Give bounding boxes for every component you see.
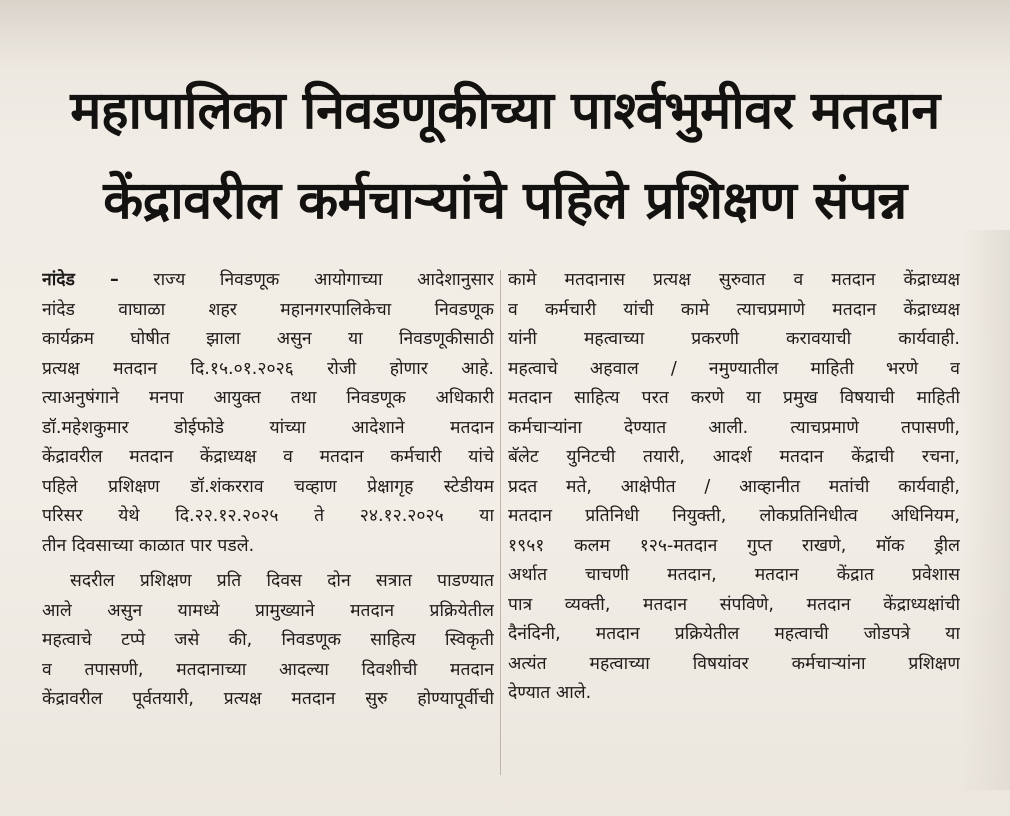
article-line: पहिले प्रशिक्षण डॉ.शंकरराव चव्हाण प्रेक्षागृह स्टेडीयम [42, 476, 494, 497]
article-line: परिसर येथे दि.२२.१२.२०२५ ते २४.१२.२०२५ या [42, 506, 494, 526]
article-line: त्याअनुषंगाने मनपा आयुक्त तथा निवडणूक अधिकारी [42, 388, 494, 408]
article-line: कर्मचाऱ्यांना देण्यात आली. त्याचप्रमाणे तपासणी, [508, 417, 960, 438]
article-line: बॅलेट युनिटची तयारी, आदर्श मतदान केंद्राची रचना, [508, 447, 960, 467]
right-bleed-through [960, 230, 1010, 790]
article-line: दैनंदिनी, मतदान प्रक्रियेतील महत्वाची जोडपत्रे या [508, 624, 960, 644]
headline-line-1: महापालिका निवडणूकीच्या पार्श्वभुमीवर मतदान [70, 81, 940, 141]
article-line: कार्यक्रम घोषीत झाला असुन या निवडणूकीसाठी [42, 329, 494, 349]
article-line: व तपासणी, मतदानाच्या आदल्या दिवशीची मतदान [42, 659, 494, 680]
article-line: व कर्मचारी यांची कामे त्याचप्रमाणे मतदान केंद्राध्यक्ष [508, 299, 960, 320]
article-line: केंद्रावरील पूर्वतयारी, प्रत्यक्ष मतदान सुरु होण्यापूर्वीची [42, 689, 494, 709]
headline-line-2: केंद्रावरील कर्मचाऱ्यांचे पहिले प्रशिक्षण संपन्न [103, 171, 907, 231]
article-line: प्रदत मते, आक्षेपीत / आव्हानीत मतांची कार्यवाही, [508, 476, 960, 497]
article-line: पात्र व्यक्ती, मतदान संपविणे, मतदान केंद्राध्यक्षांची [508, 594, 960, 615]
article-line: आले असुन यामध्ये प्रामुख्याने मतदान प्रक्रियेतील [42, 600, 494, 621]
article-line: यांनी महत्वाच्या प्रकरणी करावयाची कार्यवाही. [508, 329, 960, 349]
article-line: मतदान साहित्य परत करणे या प्रमुख विषयाची माहिती [508, 388, 960, 408]
article-line: देण्यात आले. [508, 683, 592, 703]
article-line: मतदान प्रतिनिधी नियुक्ती, लोकप्रतिनिधीत्व अधिनियम, [508, 506, 960, 526]
article-line: महत्वाचे टप्पे जसे की, निवडणूक साहित्य स्विकृती [42, 630, 494, 650]
article-line: डॉ.महेशकुमार डोईफोडे यांच्या आदेशाने मतदान [42, 417, 494, 438]
article-line: कामे मतदानास प्रत्यक्ष सुरुवात व मतदान केंद्राध्यक्ष [508, 270, 960, 290]
article-line: तीन दिवसाच्या काळात पार पडले. [42, 535, 255, 556]
article-line: महत्वाचे अहवाल / नमुण्यातील माहिती भरणे व [508, 358, 960, 379]
dateline: नांदेड – [42, 270, 119, 290]
column-divider [500, 270, 501, 775]
article-line [42, 266, 494, 296]
article-line: सदरील प्रशिक्षण प्रति दिवस दोन सत्रात पाडण्यात [70, 571, 494, 591]
article-column-left [42, 266, 494, 715]
article-line: १९५१ कलम १२५-मतदान गुप्त राखणे, मॉक ड्रील [508, 535, 960, 556]
article-line: केंद्रावरील मतदान केंद्राध्यक्ष व मतदान कर्मचारी यांचे [42, 447, 494, 467]
article-column-right [508, 266, 960, 709]
top-bleed-through [0, 0, 1010, 70]
article-line: अत्यंत महत्वाच्या विषयांवर कर्मचाऱ्यांना प्रशिक्षण [508, 653, 960, 674]
article-line-text: राज्य निवडणूक आयोगाच्या आदेशानुसार [118, 270, 494, 290]
article-line: अर्थात चाचणी मतदान, मतदान केंद्रात प्रवेशास [508, 565, 960, 585]
article-line: नांदेड वाघाळा शहर महानगरपालिकेचा निवडणूक [42, 299, 494, 320]
article-line: प्रत्यक्ष मतदान दि.१५.०१.२०२६ रोजी होणार आहे. [42, 358, 494, 379]
